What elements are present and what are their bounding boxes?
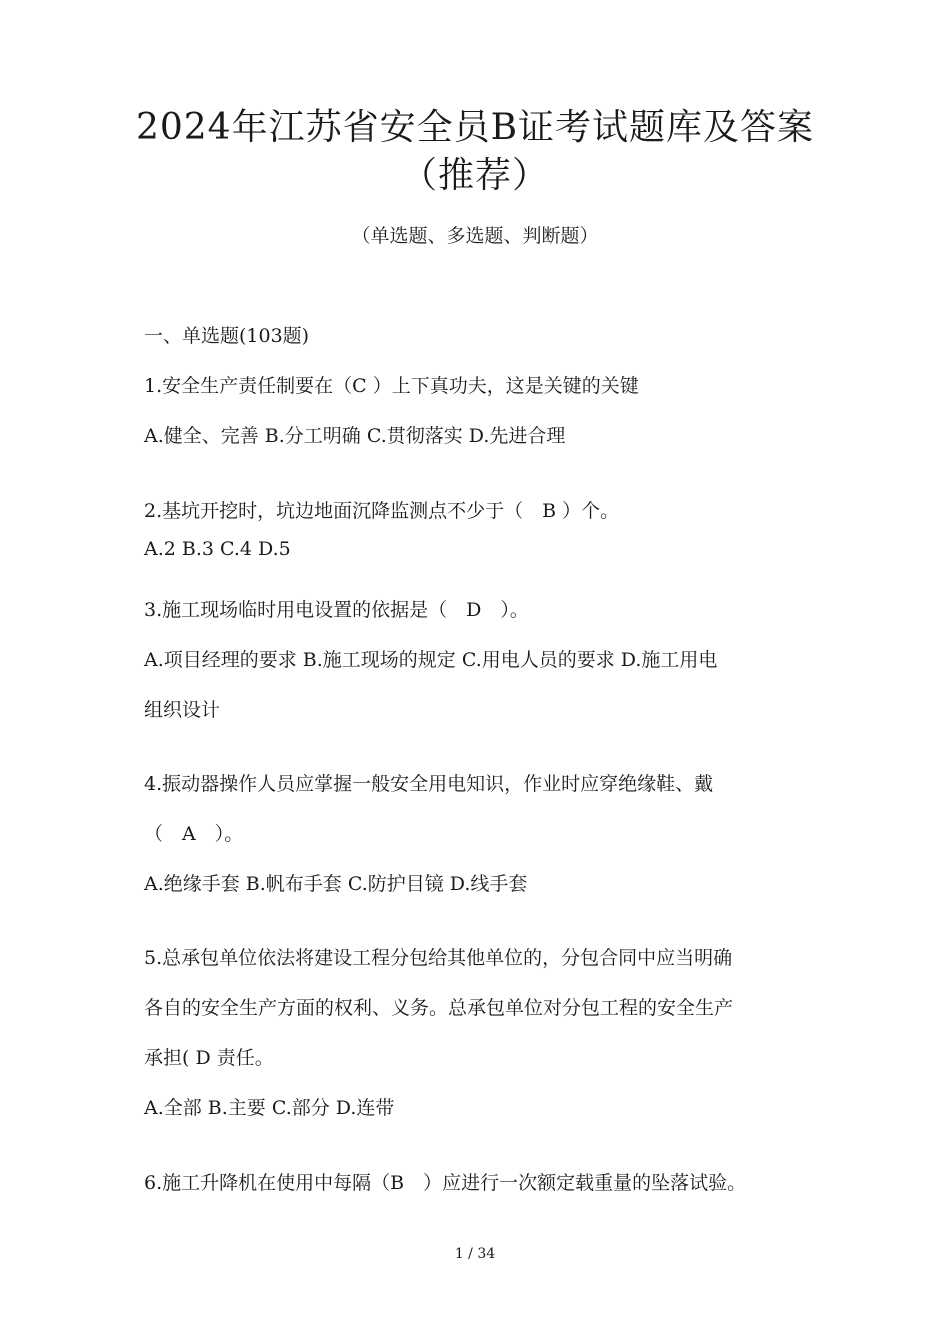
question-4-options: A.绝缘手套 B.帆布手套 C.防护目镜 D.线手套 — [144, 873, 528, 895]
question-2-options: A.2 B.3 C.4 D.5 — [144, 538, 291, 560]
document-title-line-1: 2024年江苏省安全员B证考试题库及答案 — [135, 107, 815, 148]
question-4-text-line-2: （ A ）。 — [144, 823, 244, 845]
question-3-options-line-2: 组织设计 — [144, 699, 221, 721]
document-subtitle: （单选题、多选题、判断题） — [351, 225, 599, 247]
question-2-text: 2.基坑开挖时，坑边地面沉降监测点不少于（ B ）个。 — [144, 500, 620, 522]
question-3-options-line-1: A.项目经理的要求 B.施工现场的规定 C.用电人员的要求 D.施工用电 — [144, 649, 718, 671]
question-4-text-line-1: 4.振动器操作人员应掌握一般安全用电知识，作业时应穿绝缘鞋、戴 — [144, 773, 714, 795]
section-heading: 一、单选题(103题) — [144, 325, 310, 347]
question-6-text: 6.施工升降机在使用中每隔（B ）应进行一次额定载重量的坠落试验。 — [144, 1172, 747, 1194]
question-5-options: A.全部 B.主要 C.部分 D.连带 — [144, 1097, 395, 1119]
question-3-text: 3.施工现场临时用电设置的依据是（ D ）。 — [144, 599, 529, 621]
document-title-line-2: （推荐） — [400, 155, 549, 196]
question-5-text-line-1: 5.总承包单位依法将建设工程分包给其他单位的，分包合同中应当明确 — [144, 947, 733, 969]
question-1-text: 1.安全生产责任制要在（C ）上下真功夫，这是关键的关键 — [144, 375, 639, 397]
page-number: 1 / 34 — [454, 1246, 496, 1262]
question-5-text-line-2: 各自的安全生产方面的权利、义务。总承包单位对分包工程的安全生产 — [144, 997, 734, 1019]
question-5-text-line-3: 承担( D 责任。 — [144, 1047, 274, 1069]
question-1-options: A.健全、完善 B.分工明确 C.贯彻落实 D.先进合理 — [144, 425, 566, 447]
